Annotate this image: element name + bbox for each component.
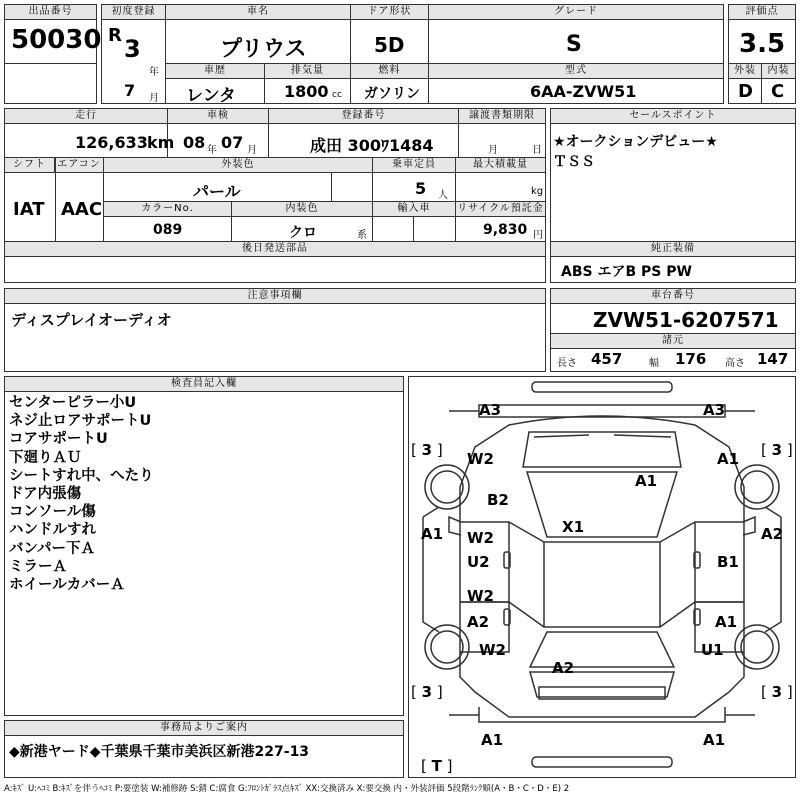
inspector-line: 下廻りＡＵ [9,449,82,466]
notes-label: 注意事項欄 [5,289,545,304]
inspector-label: 検査員記入欄 [5,377,403,392]
mark-front-left-fender: B2 [487,491,509,509]
width: 176 [675,350,707,368]
car-name-label: 車名 [166,5,350,20]
history-label: 車歴 [166,64,264,79]
mileage-unit: km [147,133,175,152]
capacity-label: 乗車定員 [373,158,455,173]
mark-front-left-corner: A3 [479,401,502,419]
shift: IAT [13,199,45,220]
first-reg-month: 7 [124,81,136,100]
int-grade: C [771,81,785,102]
year-unit: 年 [149,67,159,78]
plate: 成田 300ﾜ1484 [310,136,434,155]
sales-point-line-2: ＴＳＳ [553,154,595,170]
inspector-line: ドア内張傷 [9,486,82,503]
mark-rear-right-corner: A1 [703,731,726,749]
ext-grade: D [738,81,753,102]
mark-rear-right-wheel: U1 [701,641,724,659]
mark-front-left-wheel: W2 [467,450,494,468]
length-label: 長さ [557,358,577,369]
mark-rear-left-corner: A1 [481,731,504,749]
specs-label: 諸元 [551,334,795,349]
recycle-label: リサイクル預託金 [456,202,545,217]
genuine-equipment: ABS エアB PS PW [561,264,692,280]
mark-front-door-right: B1 [717,553,739,571]
mark-front-door-left-u: U2 [467,553,490,571]
tire-spare: [ T ] [421,757,453,775]
capacity: 5 [415,179,427,198]
max-load-label: 最大積載量 [456,158,545,173]
damage-diagram [408,376,796,778]
mark-rear-left-wheel: W2 [479,641,506,659]
mark-roof: X1 [562,518,585,536]
inspection-month-unit: 月 [247,145,257,156]
inspector-line: ミラーＡ [9,558,67,575]
details-box [4,108,546,242]
mark-left-side: A1 [421,525,444,543]
fuel-label: 燃料 [351,64,428,79]
inspection-year: 08 [183,133,206,152]
sales-point-line-1: ★オークションデビュー★ [553,134,718,150]
int-grade-label: 内装 [762,64,795,79]
ext-grade-label: 外装 [729,64,761,79]
mark-trunk: A2 [552,659,575,677]
color-no-label: カラーNo. [104,202,231,217]
inspection-year-unit: 年 [207,145,217,156]
inspector-box [4,376,404,716]
genuine-box [550,241,796,283]
mark-rear-door-left-a: A2 [467,613,490,631]
tire-rear-left: [ 3 ] [411,683,443,701]
displacement-unit: cc [332,90,342,100]
history: レンタ [186,86,236,106]
ext-color: パール [193,182,241,201]
displacement-label: 排気量 [265,64,350,79]
max-load-unit: kg [531,186,544,197]
height-label: 高さ [725,358,745,369]
score: 3.5 [739,29,786,59]
tire-front-left: [ 3 ] [411,441,443,459]
car-outline-icon [409,377,795,777]
transfer-month: 月 [488,145,498,156]
mark-rear-door-right: A1 [715,613,738,631]
mark-rear-door-left-w: W2 [467,587,494,605]
inspector-line: バンパー下Ａ [9,540,95,557]
later-parts-label: 後日発送部品 [5,242,545,257]
plate-label: 登録番号 [269,109,458,124]
mark-hood: A1 [635,472,658,490]
chassis-label: 車台番号 [551,289,795,304]
chassis-box [550,288,796,372]
mark-front-door-left-w: W2 [467,529,494,547]
displacement: 1800 [284,82,329,101]
sales-point-label: セールスポイント [551,109,795,124]
inspector-line: センターピラー小U [9,395,137,411]
door-type: 5D [374,33,405,57]
office-box [4,720,404,778]
mileage-label: 走行 [5,109,167,124]
height: 147 [757,350,789,368]
lot-number-label: 出品番号 [5,5,96,20]
length: 457 [591,350,623,368]
first-reg-era: R [108,25,122,46]
mark-right-side: A2 [761,525,784,543]
tire-rear-right: [ 3 ] [761,683,793,701]
month-unit: 月 [149,93,159,104]
inspector-line: コンソール傷 [9,504,96,521]
door-label: ドア形状 [351,5,428,20]
genuine-label: 純正装備 [551,242,795,257]
mileage: 126,633 [75,133,148,152]
transfer-label: 譲渡書類期限 [459,109,545,124]
inspector-line: ハンドルすれ [9,522,96,539]
grade: S [566,32,582,57]
ext-color-label: 外装色 [104,158,372,173]
model: 6AA-ZVW51 [530,82,637,101]
vehicle-info-box [101,4,724,104]
model-label: 型式 [429,64,723,79]
mark-front-right-wheel: A1 [717,450,740,468]
aircon-label: エアコン [55,158,103,173]
office-notice: ◆新港ヤード◆千葉県千葉市美浜区新港227-13 [9,744,310,760]
aircon: AAC [61,199,103,220]
inspector-line: コアサポートU [9,431,108,448]
inspection-month: 07 [221,133,244,152]
fuel: ガソリン [364,86,420,102]
int-color: クロ [289,225,317,241]
transfer-day: 日 [532,145,542,156]
chassis-number: ZVW51-6207571 [593,308,779,332]
later-parts-box [4,241,546,283]
shift-label: シフト [5,158,55,173]
inspector-line: シートすれ中、へたり [9,467,154,484]
notes-box [4,288,546,372]
int-color-label: 内装色 [232,202,372,217]
lot-number: 50030 [11,25,102,55]
color-no: 089 [153,222,183,238]
width-label: 幅 [649,358,659,369]
notes: ディスプレイオーディオ [11,311,172,329]
mark-front-right-corner: A3 [703,401,726,419]
legend: A:ｷｽﾞ U:ﾍｺﾐ B:ｷｽﾞを伴うﾍｺﾐ P:要塗装 W:補修跡 S:錆 C:腐食 G:ﾌﾛﾝﾄｶﾞﾗｽ点ｷｽﾞ XX:交換済み X:要交換 内・外装評価 5段階ﾗﾝｸ順(A・B・C・D・E) 2 [4,784,570,794]
grade-label: グレード [429,5,723,20]
car-name: プリウス [220,37,307,62]
office-label: 事務局よりご案内 [5,721,403,736]
sales-point-box [550,108,796,242]
first-reg-label: 初度登録 [102,5,165,20]
score-box [728,4,796,104]
recycle: 9,830 [483,222,528,238]
inspector-notes [9,394,154,594]
inspection-label: 車検 [168,109,268,124]
recycle-unit: 円 [533,230,543,241]
first-reg-year: 3 [124,35,141,63]
import-label: 輸入車 [373,202,455,217]
lot-number-box [4,4,102,104]
capacity-unit: 人 [438,190,448,201]
inspector-line: ホイールカバーＡ [9,577,125,594]
inspector-line: ネジ止ロアサポートU [9,413,152,430]
score-label: 評価点 [729,5,795,20]
int-color-unit: 系 [357,230,367,241]
tire-front-right: [ 3 ] [761,441,793,459]
